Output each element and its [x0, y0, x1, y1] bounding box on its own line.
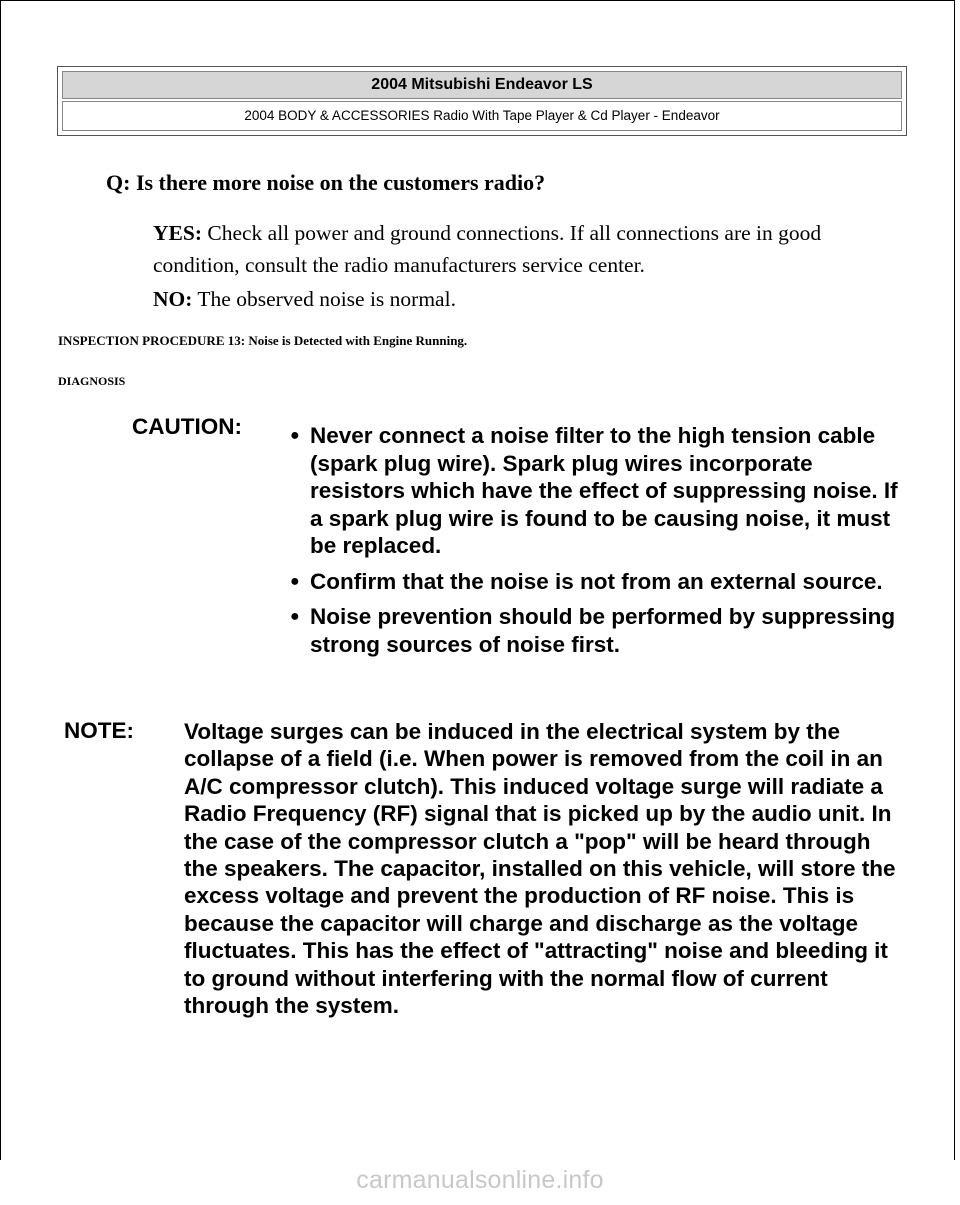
answer-yes — [153, 217, 893, 281]
procedure-heading: INSPECTION PROCEDURE 13: Noise is Detected with Engine Running. — [58, 333, 468, 348]
caution-item — [288, 603, 908, 658]
diagnostic-question: Q: Is there more noise on the customers radio? — [106, 170, 546, 195]
caution-item-text: Confirm that the noise is not from an external source. — [310, 568, 883, 594]
caution-item — [288, 568, 908, 596]
answer-yes-text: Check all power and ground connections. If all connections are in good condition, consult the radio manufacturers service center. — [153, 221, 822, 277]
caution-item-text: Never connect a noise filter to the high tension cable (spark plug wire). Spark plug wires incorporate resistors which have the effect of suppressing noise. If a spark plug wire is found to be causing noise, it must be replaced. — [310, 423, 898, 558]
caution-item-text: Noise prevention should be performed by suppressing strong sources of noise first. — [310, 604, 896, 657]
vehicle-title: 2004 Mitsubishi Endeavor LS — [62, 71, 902, 99]
section-subtitle: 2004 BODY & ACCESSORIES Radio With Tape Player & Cd Player - Endeavor — [62, 101, 902, 131]
caution-label: CAUTION: — [132, 414, 242, 439]
answer-no — [153, 283, 893, 315]
answer-no-label: NO: — [153, 287, 193, 311]
note-text: Voltage surges can be induced in the electrical system by the collapse of a field (i.e. When power is removed from the coil in an A/C compressor clutch). This induced voltage surge will radiate a Radio Frequency (RF) signal that is picked up by the audio unit. In the case of the compressor clutch a "pop" will be heard through the speakers. The capacitor, installed on this vehicle, will store the excess voltage and prevent the production of RF noise. This is because the capacitor will charge and discharge as the voltage fluctuates. This has the effect of "attracting" noise and bleeding it to ground without interfering with the normal flow of current through the system. — [184, 719, 896, 1019]
footer-watermark: carmanualsonline.info — [356, 1166, 604, 1194]
diagnosis-heading: DIAGNOSIS — [58, 374, 126, 388]
answer-no-text: The observed noise is normal. — [192, 287, 456, 311]
caution-list — [288, 422, 908, 666]
document-header — [57, 66, 907, 136]
note-label: NOTE: — [64, 718, 134, 743]
bullet-icon: ● — [290, 608, 300, 625]
bullet-icon: ● — [290, 427, 300, 444]
answer-yes-label: YES: — [153, 221, 202, 245]
caution-item — [288, 422, 908, 560]
bullet-icon: ● — [290, 572, 300, 590]
